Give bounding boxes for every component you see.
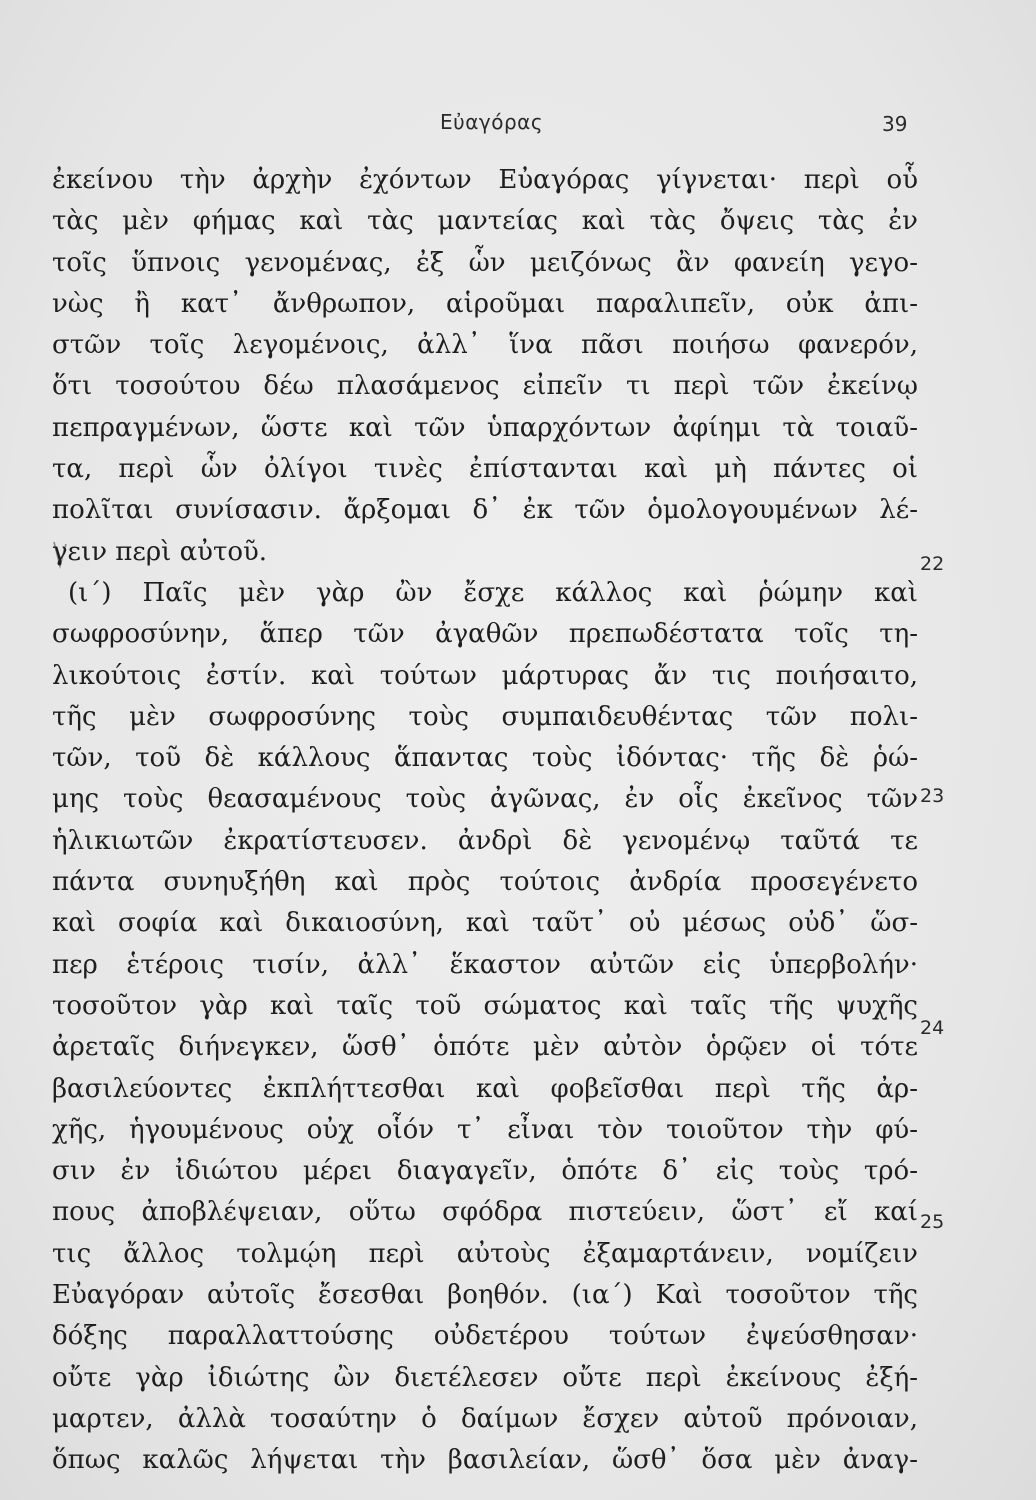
text-line: πάντα συνηυξήθη καὶ πρὸς τούτοις ἀνδρία προσεγένετο [52, 867, 918, 898]
body-text [52, 160, 918, 1482]
text-line: δόξης παραλλαττούσης οὐδετέρου τούτων ἐψεύσθησαν· [52, 1321, 918, 1352]
text-line: πους ἀποβλέψειαν, οὕτω σφόδρα πιστεύειν, ὥστ᾽ εἴ καί [52, 1197, 918, 1228]
text-line: ἡλικιωτῶν ἐκρατίστευσεν. ἀνδρὶ δὲ γενομένῳ ταῦτά τε [52, 825, 918, 856]
text-line: τοῖς ὕπνοις γενομένας, ἐξ ὧν μειζόνως ἂν φανείη γεγο- [52, 247, 918, 278]
text-line: σωφροσύνην, ἅπερ τῶν ἀγαθῶν πρεπωδέστατα τοῖς τη- [52, 619, 918, 650]
text-line: ὅπως καλῶς λήψεται τὴν βασιλείαν, ὥσθ᾽ ὅσα μὲν ἀναγ- [52, 1445, 918, 1476]
text-line: πολῖται συνίσασιν. ἄρξομαι δ᾽ ἐκ τῶν ὁμολογουμένων λέ- [52, 495, 918, 526]
text-line: ἀρεταῖς διήνεγκεν, ὥσθ᾽ ὁπότε μὲν αὐτὸν ὁρῷεν οἱ τότε [52, 1032, 918, 1063]
text-line: χῆς, ἡγουμένους οὐχ οἷόν τ᾽ εἶναι τὸν τοιοῦτον τὴν φύ- [52, 1114, 918, 1145]
text-line: οὔτε γὰρ ἰδιώτης ὢν διετέλεσεν οὔτε περὶ ἐκείνους ἐξή- [52, 1362, 918, 1393]
section-number: 23 [920, 785, 945, 807]
text-line: τα, περὶ ὧν ὀλίγοι τινὲς ἐπίστανται καὶ μὴ πάντες οἱ [52, 454, 918, 485]
text-line: τὰς μὲν φήμας καὶ τὰς μαντείας καὶ τὰς ὄψεις τὰς ἐν [52, 206, 918, 237]
text-line: Εὐαγόραν αὐτοῖς ἔσεσθαι βοηθόν. (ια´) Καὶ τοσοῦτον τῆς [52, 1280, 918, 1311]
text-line: νὼς ἢ κατ᾽ ἄνθρωπον, αἱροῦμαι παραλιπεῖν, οὐκ ἀπι- [52, 288, 918, 319]
text-line: καὶ σοφία καὶ δικαιοσύνη, καὶ ταῦτ᾽ οὐ μέσως οὐδ᾽ ὥσ- [52, 908, 918, 939]
text-line: μης τοὺς θεασαμένους τοὺς ἀγῶνας, ἐν οἷς ἐκεῖνος τῶν [52, 784, 918, 815]
section-number: 24 [920, 1017, 945, 1039]
text-line: τῆς μὲν σωφροσύνης τοὺς συμπαιδευθέντας τῶν πολι- [52, 701, 918, 732]
text-line: πεπραγμένων, ὥστε καὶ τῶν ὑπαρχόντων ἀφίημι τὰ τοιαῦ- [52, 412, 918, 443]
text-line: τις ἄλλος τολμῴη περὶ αὐτοὺς ἐξαμαρτάνειν, νομίζειν [52, 1238, 918, 1269]
text-line: στῶν τοῖς λεγομένοις, ἀλλ᾽ ἵνα πᾶσι ποιήσω φανερόν, [52, 330, 918, 361]
running-title: Εὐαγόρας [440, 110, 544, 134]
text-line: σιν ἐν ἰδιώτου μέρει διαγαγεῖν, ὁπότε δ᾽ εἰς τοὺς τρό- [52, 1156, 918, 1187]
section-number: 22 [920, 553, 945, 575]
text-line: λικούτοις ἐστίν. καὶ τούτων μάρτυρας ἄν τις ποιήσαιτο, [52, 660, 918, 691]
text-line: ὅτι τοσούτου δέω πλασάμενος εἰπεῖν τι περὶ τῶν ἐκείνῳ [52, 371, 918, 402]
text-line: τοσοῦτον γὰρ καὶ ταῖς τοῦ σώματος καὶ ταῖς τῆς ψυχῆς [52, 990, 918, 1021]
text-line: ἐκείνου τὴν ἀρχὴν ἐχόντων Εὐαγόρας γίγνεται· περὶ οὗ [52, 165, 918, 195]
text-line: γειν περὶ αὐτοῦ. [52, 536, 268, 567]
text-line: (ι´) Παῖς μὲν γὰρ ὢν ἔσχε κάλλος καὶ ῥώμην καὶ [68, 577, 918, 608]
text-line: περ ἑτέροις τισίν, ἀλλ᾽ ἕκαστον αὐτῶν εἰς ὑπερβολήν· [52, 949, 918, 980]
page-number: 39 [882, 112, 908, 136]
text-line: τῶν, τοῦ δὲ κάλλους ἅπαντας τοὺς ἰδόντας· τῆς δὲ ῥώ- [52, 743, 918, 774]
text-line: μαρτεν, ἀλλὰ τοσαύτην ὁ δαίμων ἔσχεν αὐτοῦ πρόνοιαν, [52, 1403, 918, 1434]
section-number: 25 [920, 1211, 945, 1233]
text-line: βασιλεύοντες ἐκπλήττεσθαι καὶ φοβεῖσθαι περὶ τῆς ἀρ- [52, 1073, 918, 1104]
